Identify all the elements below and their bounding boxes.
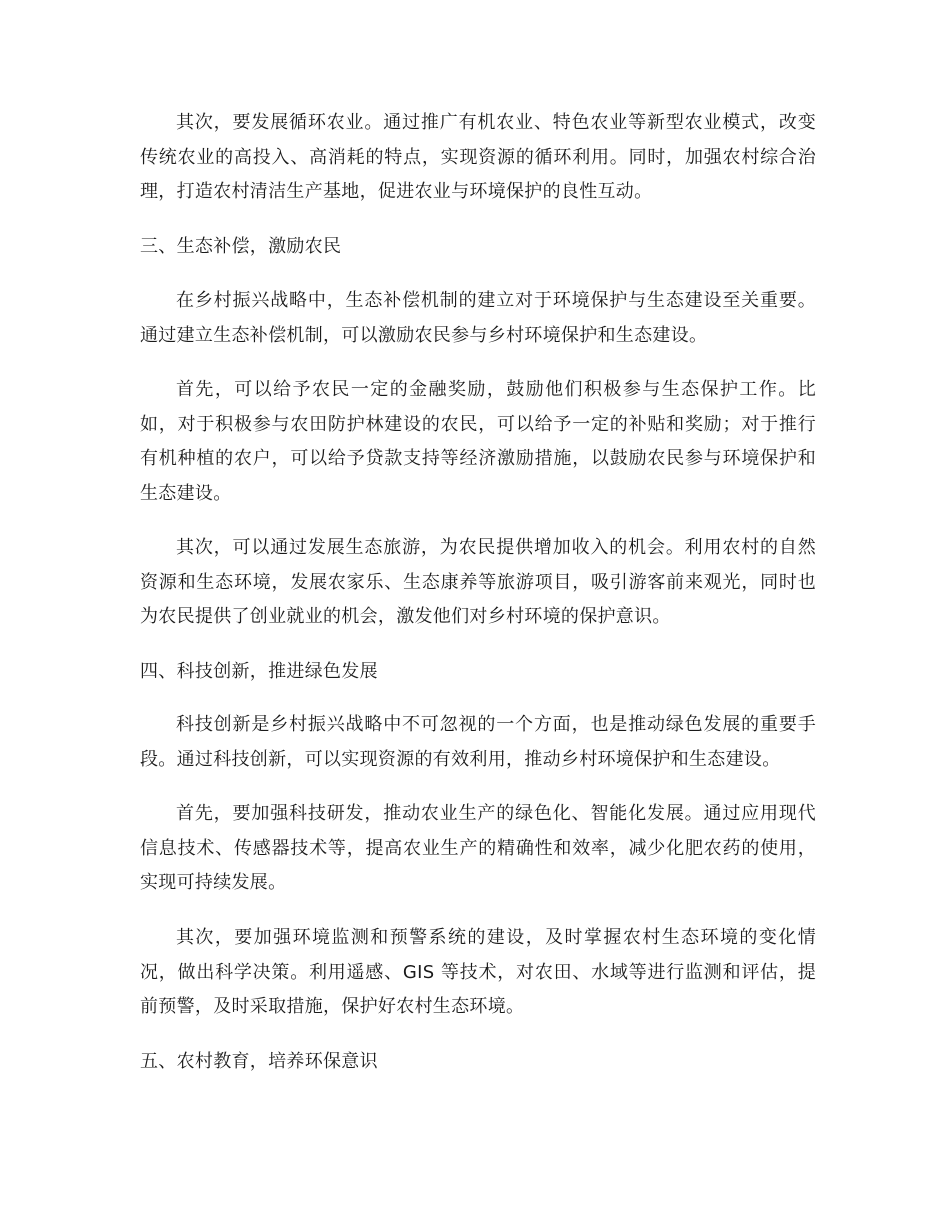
paragraph-compensation-intro: 在乡村振兴战略中，生态补偿机制的建立对于环境保护与生态建设至关重要。通过建立生态补偿机制，可以激励农民参与乡村环境保护和生态建设。 — [140, 290, 816, 346]
paragraph-environment-monitoring: 其次，要加强环境监测和预警系统的建设，及时掌握农村生态环境的变化情况，做出科学决策。利用遥感、GIS 等技术，对农田、水域等进行监测和评估，提前预警，及时采取措施，保护好农村生态环境。 — [140, 927, 816, 1018]
paragraph-circular-agriculture: 其次，要发展循环农业。通过推广有机农业、特色农业等新型农业模式，改变传统农业的高投入、高消耗的特点，实现资源的循环利用。同时，加强农村综合治理，打造农村清洁生产基地，促进农业与环境保护的良性互动。 — [140, 112, 816, 203]
paragraph-tech-research: 首先，要加强科技研发，推动农业生产的绿色化、智能化发展。通过应用现代信息技术、传感器技术等，提高农业生产的精确性和效率，减少化肥农药的使用，实现可持续发展。 — [140, 803, 816, 894]
paragraph-financial-incentives: 首先，可以给予农民一定的金融奖励，鼓励他们积极参与生态保护工作。比如，对于积极参与农田防护林建设的农民，可以给予一定的补贴和奖励；对于推行有机种植的农户，可以给予贷款支持等经济激励措施，以鼓励农民参与环境保护和生态建设。 — [140, 379, 816, 505]
paragraph-tech-intro: 科技创新是乡村振兴战略中不可忽视的一个方面，也是推动绿色发展的重要手段。通过科技创新，可以实现资源的有效利用，推动乡村环境保护和生态建设。 — [140, 714, 816, 770]
section-heading-rural-education: 五、农村教育，培养环保意识 — [140, 1051, 378, 1072]
paragraph-ecotourism: 其次，可以通过发展生态旅游，为农民提供增加收入的机会。利用农村的自然资源和生态环境，发展农家乐、生态康养等旅游项目，吸引游客前来观光，同时也为农民提供了创业就业的机会，激发他们对乡村环境的保护意识。 — [140, 537, 816, 628]
section-heading-ecological-compensation: 三、生态补偿，激励农民 — [140, 236, 342, 257]
section-heading-tech-innovation: 四、科技创新，推进绿色发展 — [140, 661, 378, 682]
